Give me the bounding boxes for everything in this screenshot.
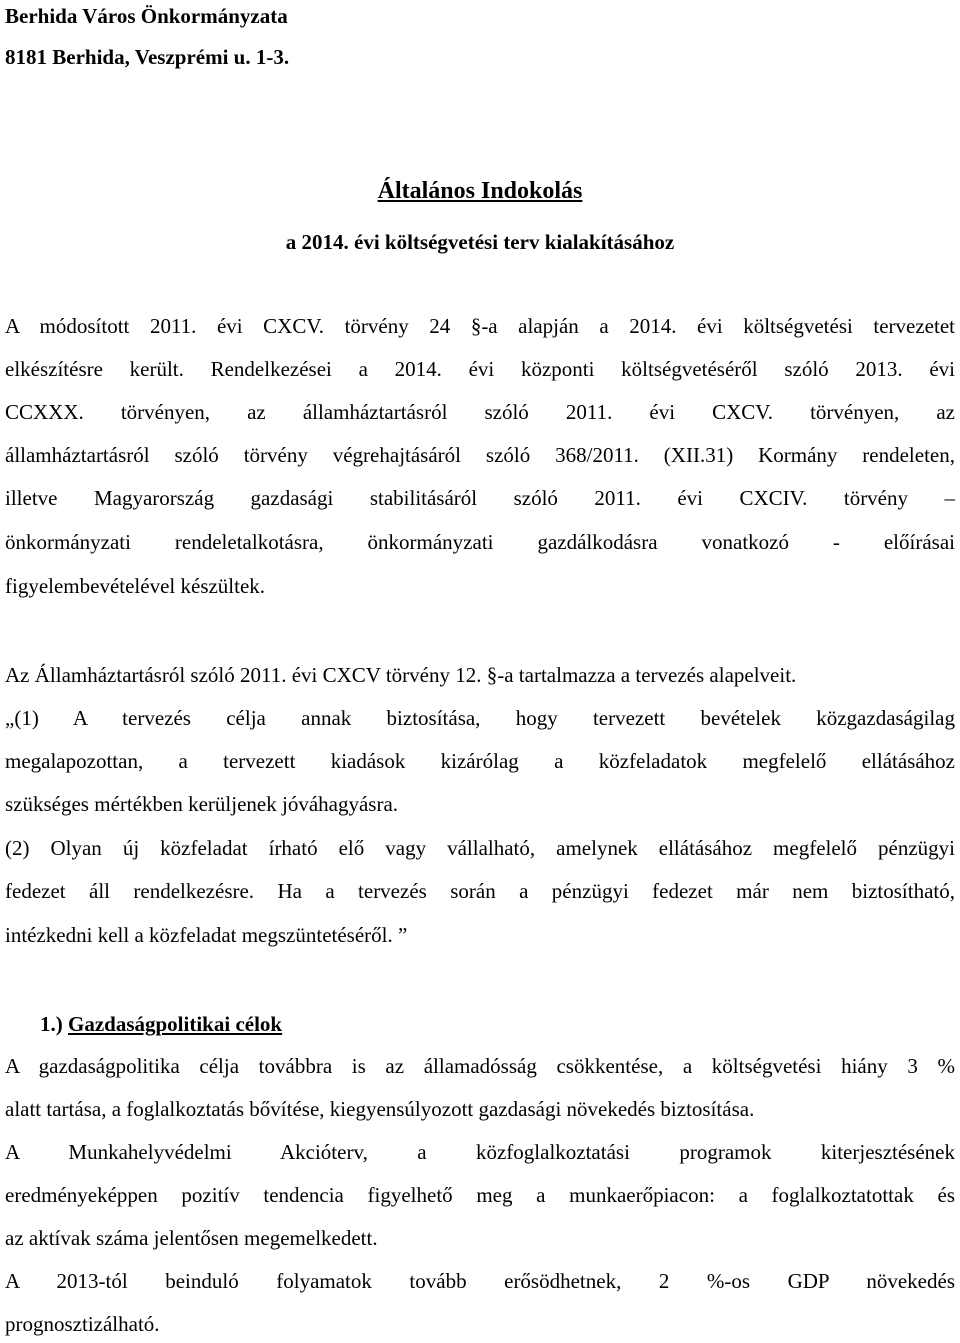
organization-name: Berhida Város Önkormányzata [5,4,288,28]
intro-line: CCXXX. törvényen, az államháztartásról szóló 2011. évi CXCV. törvényen, az [5,400,955,424]
intro-line: elkészítésre került. Rendelkezései a 2014. évi központi költségvetéséről szóló 2013. évi [5,357,955,381]
intro-line: illetve Magyarország gazdasági stabilitásáról szóló 2011. évi CXCIV. törvény – [5,486,955,510]
principles-quote-line: „(1) A tervezés célja annak biztosítása, hogy tervezett bevételek közgazdaságilag [5,706,955,730]
principles-quote-line: megalapozottan, a tervezett kiadások kizárólag a közfeladatok megfelelő ellátásához [5,749,955,773]
principles-quote-line: szükséges mértékben kerüljenek jóváhagyásra. [5,792,399,816]
section-title: Gazdaságpolitikai célok [68,1012,283,1036]
intro-line-last: figyelembevételével készültek. [5,574,266,598]
principles-line: Az Államháztartásról szóló 2011. évi CXCV törvény 12. §-a tartalmazza a tervezés alapelveit. [5,663,797,687]
section-body-line: A gazdaságpolitika célja továbbra is az államadósság csökkentése, a költségvetési hiány 3 % [5,1054,955,1078]
section-body-line: eredményeképpen pozitív tendencia figyelhető meg a munkaerőpiacon: a foglalkoztatottak és [5,1183,955,1207]
section-heading [40,1010,640,1038]
principles-quote-line: (2) Olyan új közfeladat írható elő vagy vállalható, amelynek ellátásához megfelelő pénzügyi [5,836,955,860]
document-subtitle: a 2014. évi költségvetési terv kialakításához [285,230,675,254]
section-number: 1.) [40,1012,63,1036]
section-body-line: az aktívak száma jelentősen megemelkedett. [5,1226,378,1250]
document-title: Általános Indokolás [377,178,583,204]
principles-quote-line-last: intézkedni kell a közfeladat megszüntetéséről. ” [5,923,408,947]
section-body-line: A Munkahelyvédelmi Akcióterv, a közfoglalkoztatási programok kiterjesztésének [5,1140,955,1164]
organization-address: 8181 Berhida, Veszprémi u. 1-3. [5,45,290,69]
intro-line: államháztartásról szóló törvény végrehajtásáról szóló 368/2011. (XII.31) Kormány rendeleten, [5,443,955,467]
intro-line: önkormányzati rendeletalkotásra, önkormányzati gazdálkodásra vonatkozó - előírásai [5,530,955,554]
intro-line: A módosított 2011. évi CXCV. törvény 24 §-a alapján a 2014. évi költségvetési tervezetet [5,314,955,338]
section-body-line: A 2013-tól beinduló folyamatok tovább erősödhetnek, 2 %-os GDP növekedés [5,1269,955,1293]
principles-quote-line: fedezet áll rendelkezésre. Ha a tervezés során a pénzügyi fedezet már nem biztosítható, [5,879,955,903]
section-body-line: alatt tartása, a foglalkoztatás bővítése, kiegyensúlyozott gazdasági növekedés biztosítása. [5,1097,755,1121]
section-body-line: prognosztizálható. [5,1312,160,1336]
